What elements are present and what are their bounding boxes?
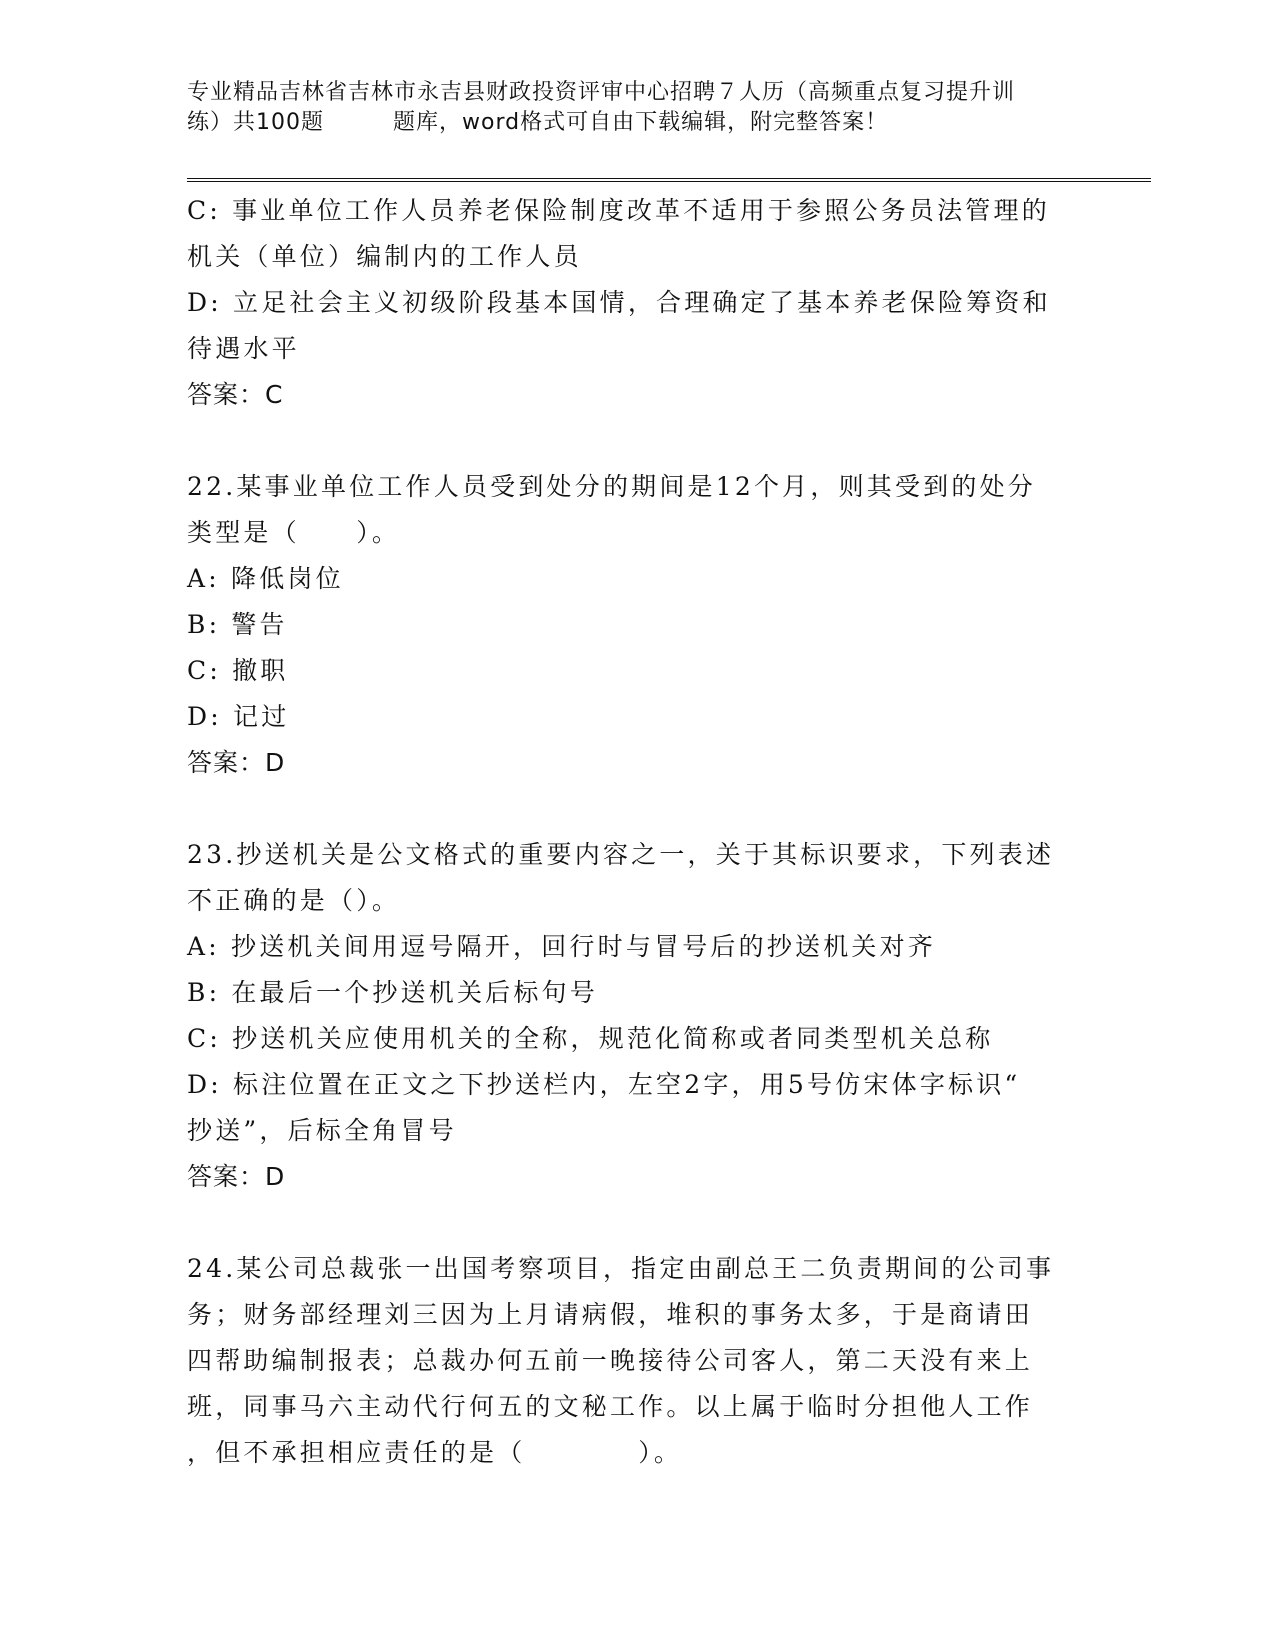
q22-option-c: C: 撤职 xyxy=(187,656,289,685)
q23-option-b: B: 在最后一个抄送机关后标句号 xyxy=(187,978,598,1007)
page-header xyxy=(187,78,1087,138)
q24-stem-line5: ，但不承担相应责任的是（ ）。 xyxy=(187,1438,683,1467)
header-title-line1: 专业精品吉林省吉林市永吉县财政投资评审中心招聘７人历（高频重点复习提升训 xyxy=(187,80,1016,105)
document-body xyxy=(187,188,1087,1476)
q22-option-b: B: 警告 xyxy=(187,610,288,639)
question-21 xyxy=(187,188,1087,418)
q23-option-a: A: 抄送机关间用逗号隔开，回行时与冒号后的抄送机关对齐 xyxy=(187,932,937,961)
q23-answer: 答案：D xyxy=(187,1162,286,1191)
q22-stem-line2: 类型是（ ）。 xyxy=(187,518,401,547)
q21-option-d-line2: 待遇水平 xyxy=(187,334,300,363)
question-22 xyxy=(187,464,1087,786)
q21-option-c-line1: C: 事业单位工作人员养老保险制度改革不适用于参照公务员法管理的 xyxy=(187,196,1050,225)
q22-option-a: A: 降低岗位 xyxy=(187,564,344,593)
header-divider xyxy=(187,178,1151,182)
spacer xyxy=(187,786,1087,832)
q22-answer: 答案：D xyxy=(187,748,286,777)
q21-option-c-line2: 机关（单位）编制内的工作人员 xyxy=(187,242,582,271)
q23-option-c: C: 抄送机关应使用机关的全称，规范化简称或者同类型机关总称 xyxy=(187,1024,994,1053)
header-title-line2: 练）共100题 题库，word格式可自由下载编辑，附完整答案！ xyxy=(187,110,889,135)
q22-option-d: D: 记过 xyxy=(187,702,290,731)
q24-stem-line2: 务；财务部经理刘三因为上月请病假，堆积的事务太多，于是商请田 xyxy=(187,1300,1034,1329)
q23-stem-line1: 23.抄送机关是公文格式的重要内容之一，关于其标识要求，下列表述 xyxy=(187,840,1055,869)
q24-stem-line4: 班，同事马六主动代行何五的文秘工作。以上属于临时分担他人工作 xyxy=(187,1392,1034,1421)
q24-stem-line1: 24.某公司总裁张一出国考察项目，指定由副总王二负责期间的公司事 xyxy=(187,1254,1055,1283)
spacer xyxy=(187,418,1087,464)
q23-option-d-line1: D: 标注位置在正文之下抄送栏内，左空2字，用5号仿宋体字标识“ xyxy=(187,1070,1021,1099)
q21-option-d-line1: D: 立足社会主义初级阶段基本国情，合理确定了基本养老保险筹资和 xyxy=(187,288,1051,317)
q22-stem-line1: 22.某事业单位工作人员受到处分的期间是12个月，则其受到的处分 xyxy=(187,472,1036,501)
q23-stem-line2: 不正确的是（）。 xyxy=(187,886,401,915)
question-24 xyxy=(187,1246,1087,1476)
q24-stem-line3: 四帮助编制报表；总裁办何五前一晚接待公司客人，第二天没有来上 xyxy=(187,1346,1034,1375)
question-23 xyxy=(187,832,1087,1200)
q23-option-d-line2: 抄送”，后标全角冒号 xyxy=(187,1116,457,1145)
q21-answer: 答案：C xyxy=(187,380,284,409)
spacer xyxy=(187,1200,1087,1246)
